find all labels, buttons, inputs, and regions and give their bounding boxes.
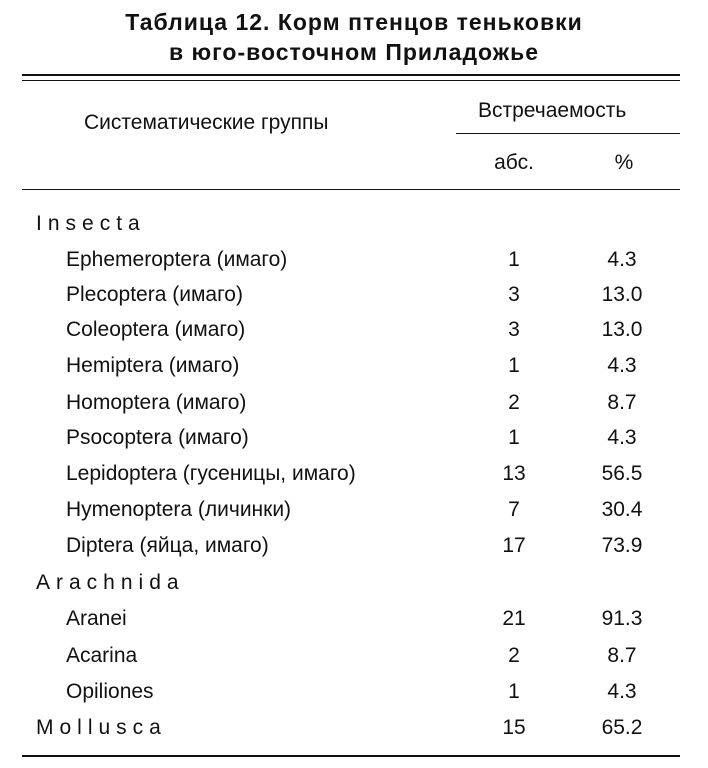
table-row-class-mollusca [0,711,708,745]
table-row [0,675,708,709]
table-row [0,386,708,420]
row-name: Hemiptera (имаго) [66,354,240,377]
row-pct: 4.3 [607,248,637,271]
row-abs: 1 [508,426,520,449]
row-abs: 7 [508,498,520,521]
header-percent: % [614,151,634,174]
row-pct: 65.2 [601,716,643,739]
row-name: Opiliones [66,680,154,703]
table-row [0,278,708,312]
row-abs: 21 [502,607,526,630]
row-pct: 4.3 [607,680,637,703]
table-row [0,529,708,563]
row-abs: 1 [508,354,520,377]
table-row [0,602,708,636]
row-abs: 13 [502,462,526,485]
row-name: Ephemeroptera (имаго) [66,248,288,271]
row-pct: 30.4 [601,498,643,521]
table-title-line-1: Таблица 12. Корм птенцов теньковки [125,9,583,35]
row-pct: 13.0 [601,283,643,306]
header-subrule [456,133,680,134]
row-name: Coleoptera (имаго) [66,318,246,341]
row-abs: 1 [508,248,520,271]
bottom-rule [22,755,680,757]
row-name: Lepidoptera (гусеницы, имаго) [66,462,356,485]
row-name: Mollusca [36,716,167,739]
row-pct: 4.3 [607,354,637,377]
row-name: Homoptera (имаго) [66,391,247,414]
row-pct: 56.5 [601,462,643,485]
header-systematic-groups: Систематические группы [84,111,329,134]
row-name: Arachnida [36,571,185,594]
row-pct: 8.7 [607,644,637,667]
row-name: Aranei [66,607,127,630]
header-bottom-rule [22,189,680,190]
table-row [0,421,708,455]
table-row [0,313,708,347]
header-abs: абс. [494,151,534,174]
row-pct: 91.3 [601,607,643,630]
row-name: Acarina [66,644,138,667]
row-name: Hymenoptera (личинки) [66,498,292,521]
row-abs: 15 [502,716,526,739]
row-abs: 2 [508,644,520,667]
table-row [0,457,708,491]
row-pct: 8.7 [607,391,637,414]
row-abs: 1 [508,680,520,703]
header-occurrence: Встречаемость [478,99,627,122]
table-row [0,349,708,383]
row-abs: 3 [508,283,520,306]
table-title-line-2: в юго-восточном Приладожье [168,39,540,65]
row-name: Plecoptera (имаго) [66,283,243,306]
row-abs: 17 [502,534,526,557]
row-abs: 3 [508,318,520,341]
top-rule-thin [22,80,680,81]
top-rule-thick [22,74,680,76]
table-row [0,639,708,673]
row-abs: 2 [508,391,520,414]
row-name: Insecta [36,212,146,235]
row-name: Psocoptera (имаго) [66,426,249,449]
table-row-class-insecta [0,207,708,241]
row-pct: 13.0 [601,318,643,341]
row-name: Diptera (яйца, имаго) [66,534,269,557]
table-row [0,493,708,527]
table-row [0,243,708,277]
row-pct: 73.9 [601,534,643,557]
table-row-class-arachnida [0,566,708,600]
row-pct: 4.3 [607,426,637,449]
